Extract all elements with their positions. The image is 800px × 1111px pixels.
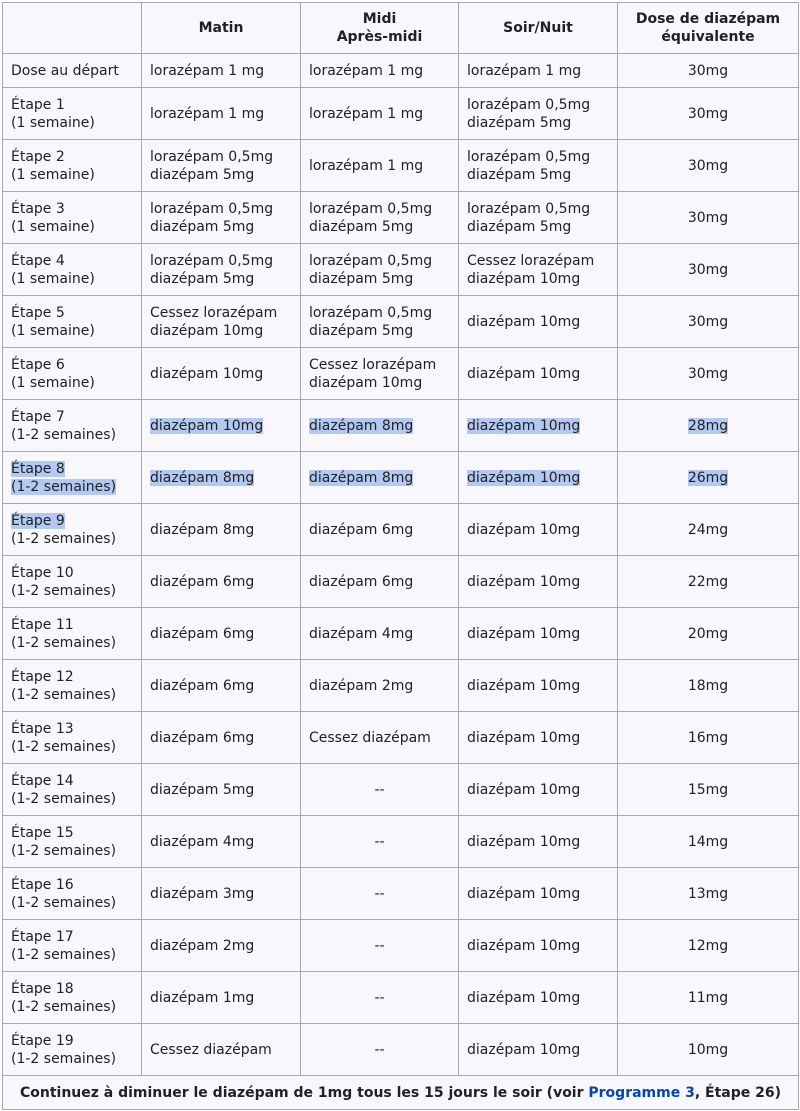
table-row bbox=[3, 504, 799, 556]
midi-cell: -- bbox=[301, 972, 459, 1024]
dose-cell: 12mg bbox=[618, 920, 799, 972]
stage-cell: Étape 2 (1 semaine) bbox=[3, 140, 142, 192]
dose-cell: 22mg bbox=[618, 556, 799, 608]
dose-cell: 30mg bbox=[618, 88, 799, 140]
soir-cell: diazépam 10mg bbox=[459, 348, 618, 400]
soir-cell: diazépam 10mg bbox=[459, 556, 618, 608]
table-row bbox=[3, 972, 799, 1024]
matin-cell: diazépam 5mg bbox=[142, 764, 301, 816]
footer-row bbox=[3, 1076, 799, 1110]
matin-cell: diazépam 6mg bbox=[142, 556, 301, 608]
dose-cell: 28mg bbox=[618, 400, 799, 452]
soir-cell: diazépam 10mg bbox=[459, 920, 618, 972]
stage-cell: Étape 7 (1-2 semaines) bbox=[3, 400, 142, 452]
soir-cell: diazépam 10mg bbox=[459, 972, 618, 1024]
dose-cell: 30mg bbox=[618, 140, 799, 192]
dose-cell: 30mg bbox=[618, 348, 799, 400]
dose-cell: 30mg bbox=[618, 54, 799, 88]
soir-cell: diazépam 10mg bbox=[459, 712, 618, 764]
stage-cell: Étape 1 (1 semaine) bbox=[3, 88, 142, 140]
header-soir: Soir/Nuit bbox=[459, 3, 618, 54]
matin-cell: Cessez lorazépam diazépam 10mg bbox=[142, 296, 301, 348]
soir-cell: diazépam 10mg bbox=[459, 764, 618, 816]
table-row bbox=[3, 712, 799, 764]
stage-cell: Étape 9 (1-2 semaines) bbox=[3, 504, 142, 556]
tapering-schedule-table bbox=[2, 2, 799, 1110]
table-row bbox=[3, 244, 799, 296]
stage-cell: Étape 5 (1 semaine) bbox=[3, 296, 142, 348]
dose-cell: 30mg bbox=[618, 192, 799, 244]
midi-cell: diazépam 8mg bbox=[301, 452, 459, 504]
soir-cell: lorazépam 1 mg bbox=[459, 54, 618, 88]
table-row bbox=[3, 348, 799, 400]
matin-cell: lorazépam 1 mg bbox=[142, 54, 301, 88]
midi-cell: -- bbox=[301, 920, 459, 972]
midi-cell: -- bbox=[301, 816, 459, 868]
header-stage bbox=[3, 3, 142, 54]
table-row bbox=[3, 764, 799, 816]
matin-cell: diazépam 4mg bbox=[142, 816, 301, 868]
stage-cell: Étape 13 (1-2 semaines) bbox=[3, 712, 142, 764]
table-row bbox=[3, 1024, 799, 1076]
matin-cell: lorazépam 0,5mg diazépam 5mg bbox=[142, 244, 301, 296]
stage-cell: Étape 10 (1-2 semaines) bbox=[3, 556, 142, 608]
dose-cell: 30mg bbox=[618, 244, 799, 296]
matin-cell: diazépam 6mg bbox=[142, 660, 301, 712]
soir-cell: diazépam 10mg bbox=[459, 452, 618, 504]
matin-cell: diazépam 8mg bbox=[142, 452, 301, 504]
stage-cell: Étape 11 (1-2 semaines) bbox=[3, 608, 142, 660]
table-row bbox=[3, 400, 799, 452]
stage-cell: Étape 8 (1-2 semaines) bbox=[3, 452, 142, 504]
dose-cell: 13mg bbox=[618, 868, 799, 920]
dose-cell: 14mg bbox=[618, 816, 799, 868]
stage-cell: Étape 17 (1-2 semaines) bbox=[3, 920, 142, 972]
midi-cell: lorazépam 0,5mg diazépam 5mg bbox=[301, 296, 459, 348]
table-row bbox=[3, 140, 799, 192]
dose-cell: 20mg bbox=[618, 608, 799, 660]
midi-cell: diazépam 6mg bbox=[301, 504, 459, 556]
dose-cell: 24mg bbox=[618, 504, 799, 556]
table-row bbox=[3, 868, 799, 920]
dose-cell: 10mg bbox=[618, 1024, 799, 1076]
soir-cell: diazépam 10mg bbox=[459, 1024, 618, 1076]
matin-cell: diazépam 8mg bbox=[142, 504, 301, 556]
soir-cell: diazépam 10mg bbox=[459, 400, 618, 452]
soir-cell: diazépam 10mg bbox=[459, 868, 618, 920]
midi-cell: Cessez lorazépam diazépam 10mg bbox=[301, 348, 459, 400]
midi-cell: lorazépam 1 mg bbox=[301, 88, 459, 140]
soir-cell: diazépam 10mg bbox=[459, 660, 618, 712]
midi-cell: Cessez diazépam bbox=[301, 712, 459, 764]
stage-cell: Étape 15 (1-2 semaines) bbox=[3, 816, 142, 868]
soir-cell: lorazépam 0,5mg diazépam 5mg bbox=[459, 140, 618, 192]
dose-cell: 18mg bbox=[618, 660, 799, 712]
midi-cell: diazépam 6mg bbox=[301, 556, 459, 608]
programme-3-link[interactable]: Programme 3 bbox=[588, 1084, 695, 1101]
matin-cell: diazépam 10mg bbox=[142, 348, 301, 400]
midi-cell: lorazépam 0,5mg diazépam 5mg bbox=[301, 192, 459, 244]
table-row bbox=[3, 296, 799, 348]
matin-cell: diazépam 6mg bbox=[142, 608, 301, 660]
table-row bbox=[3, 920, 799, 972]
dose-cell: 30mg bbox=[618, 296, 799, 348]
footer-note: Continuez à diminuer le diazépam de 1mg tous les 15 jours le soir (voir Programme 3, Étape 26) bbox=[3, 1076, 799, 1110]
soir-cell: Cessez lorazépam diazépam 10mg bbox=[459, 244, 618, 296]
soir-cell: diazépam 10mg bbox=[459, 504, 618, 556]
stage-cell: Dose au départ bbox=[3, 54, 142, 88]
matin-cell: diazépam 3mg bbox=[142, 868, 301, 920]
dose-cell: 11mg bbox=[618, 972, 799, 1024]
midi-cell: -- bbox=[301, 868, 459, 920]
dose-cell: 15mg bbox=[618, 764, 799, 816]
table-row bbox=[3, 54, 799, 88]
midi-cell: -- bbox=[301, 764, 459, 816]
midi-cell: diazépam 8mg bbox=[301, 400, 459, 452]
matin-cell: Cessez diazépam bbox=[142, 1024, 301, 1076]
table-row bbox=[3, 88, 799, 140]
stage-cell: Étape 12 (1-2 semaines) bbox=[3, 660, 142, 712]
stage-cell: Étape 19 (1-2 semaines) bbox=[3, 1024, 142, 1076]
soir-cell: lorazépam 0,5mg diazépam 5mg bbox=[459, 88, 618, 140]
header-midi: Midi Après-midi bbox=[301, 3, 459, 54]
matin-cell: lorazépam 0,5mg diazépam 5mg bbox=[142, 140, 301, 192]
matin-cell: lorazépam 0,5mg diazépam 5mg bbox=[142, 192, 301, 244]
matin-cell: diazépam 2mg bbox=[142, 920, 301, 972]
table-row bbox=[3, 192, 799, 244]
matin-cell: diazépam 10mg bbox=[142, 400, 301, 452]
midi-cell: lorazépam 1 mg bbox=[301, 54, 459, 88]
matin-cell: lorazépam 1 mg bbox=[142, 88, 301, 140]
header-matin: Matin bbox=[142, 3, 301, 54]
midi-cell: diazépam 4mg bbox=[301, 608, 459, 660]
soir-cell: diazépam 10mg bbox=[459, 296, 618, 348]
stage-cell: Étape 4 (1 semaine) bbox=[3, 244, 142, 296]
header-dose: Dose de diazépam équivalente bbox=[618, 3, 799, 54]
dose-cell: 26mg bbox=[618, 452, 799, 504]
soir-cell: diazépam 10mg bbox=[459, 608, 618, 660]
stage-cell: Étape 16 (1-2 semaines) bbox=[3, 868, 142, 920]
stage-cell: Étape 3 (1 semaine) bbox=[3, 192, 142, 244]
stage-cell: Étape 14 (1-2 semaines) bbox=[3, 764, 142, 816]
midi-cell: lorazépam 1 mg bbox=[301, 140, 459, 192]
midi-cell: lorazépam 0,5mg diazépam 5mg bbox=[301, 244, 459, 296]
table-row bbox=[3, 660, 799, 712]
header-row bbox=[3, 3, 799, 54]
table-row bbox=[3, 556, 799, 608]
midi-cell: diazépam 2mg bbox=[301, 660, 459, 712]
dose-cell: 16mg bbox=[618, 712, 799, 764]
stage-cell: Étape 6 (1 semaine) bbox=[3, 348, 142, 400]
table-row bbox=[3, 452, 799, 504]
soir-cell: diazépam 10mg bbox=[459, 816, 618, 868]
midi-cell: -- bbox=[301, 1024, 459, 1076]
table-row bbox=[3, 816, 799, 868]
stage-cell: Étape 18 (1-2 semaines) bbox=[3, 972, 142, 1024]
table-row bbox=[3, 608, 799, 660]
matin-cell: diazépam 6mg bbox=[142, 712, 301, 764]
soir-cell: lorazépam 0,5mg diazépam 5mg bbox=[459, 192, 618, 244]
matin-cell: diazépam 1mg bbox=[142, 972, 301, 1024]
